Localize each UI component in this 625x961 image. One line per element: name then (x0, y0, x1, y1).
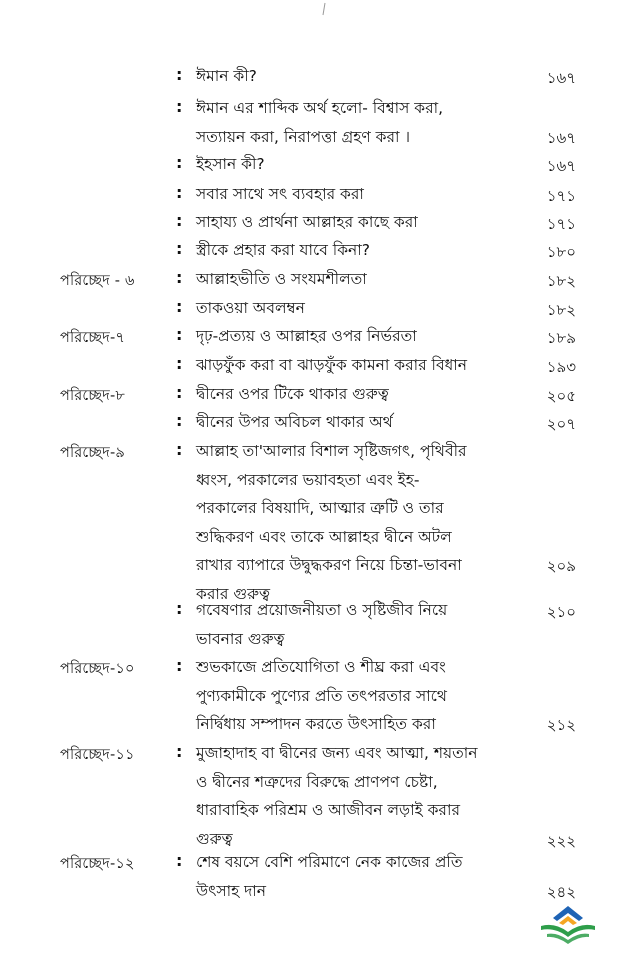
entry-title (196, 596, 502, 653)
page-number: ১৭১ (546, 187, 576, 205)
entry-title (196, 180, 502, 209)
entry-title-line: ঈমান কী? (196, 67, 257, 85)
entry-title (196, 739, 502, 853)
separator-colon: : (176, 742, 183, 761)
entry-title-line: ধারাবাহিক পরিশ্রম ও আজীবন লড়াই করার (196, 801, 460, 819)
entry-title-line: মুজাহাদাহ বা দ্বীনের জন্য এবং আত্মা, শয়তান (196, 744, 478, 762)
separator-colon: : (176, 65, 183, 84)
entry-title (196, 236, 502, 265)
entry-title (196, 94, 502, 151)
entry-title-line: ইহসান কী? (196, 155, 265, 173)
chapter-label: পরিচ্ছেদ - ৬ (60, 273, 135, 289)
entry-title-line: ও দ্বীনের শত্রুদের বিরুদ্ধে প্রাণপণ চেষ্টা, (196, 772, 438, 791)
entry-title-line: দ্বীনের ওপর টিকে থাকার গুরুত্ব (196, 385, 389, 403)
entry-title-line: ঈমান এর শাব্দিক অর্থ হলো- বিশ্বাস করা, (196, 99, 444, 117)
separator-colon: : (176, 851, 183, 870)
book-arch-logo-icon (537, 904, 599, 946)
entry-title (196, 322, 502, 351)
entry-title-line: দ্বীনের উপর অবিচল থাকার অর্থ (196, 413, 393, 431)
entry-title-line: সবার সাথে সৎ ব্যবহার করা (196, 185, 364, 203)
page-number: ২০৫ (546, 387, 576, 405)
entry-title (196, 437, 502, 608)
entry-title-line: শুদ্ধিকরণ এবং তাকে আল্লাহর দ্বীনে অটল (196, 527, 452, 546)
page-number: ১৮৯ (546, 329, 576, 347)
entry-title-line: গুরুত্ব (196, 829, 233, 848)
separator-colon: : (176, 325, 183, 344)
chapter-label: পরিচ্ছেদ-৭ (60, 330, 125, 346)
chapter-label: পরিচ্ছেদ-৮ (60, 388, 125, 404)
entry-title-line: রাখার ব্যাপারে উদ্বুদ্ধকরণ নিয়ে চিন্তা-ভাবনা (196, 556, 462, 574)
entry-title-line: নির্দ্বিধায় সম্পাদন করতে উৎসাহিত করা (196, 715, 436, 733)
entry-title-line: দৃঢ়-প্রত্যয় ও আল্লাহর ওপর নির্ভরতা (196, 327, 417, 345)
entry-title-line: ধ্বংস, পরকালের ভয়াবহতা এবং ইহ- (196, 470, 420, 489)
entry-title (196, 294, 502, 323)
entry-title-line: ঝাড়ফুঁক করা বা ঝাড়ফুঁক কামনা করার বিধান (196, 356, 468, 374)
page-number: ২০৭ (546, 415, 576, 433)
entry-title-line: আল্লাহভীতি ও সংযমশীলতা (196, 270, 367, 288)
page-number: ১৬৭ (546, 157, 576, 175)
entry-title-line: স্ত্রীকে প্রহার করা যাবে কিনা? (196, 241, 371, 259)
chapter-label: পরিচ্ছেদ-১০ (60, 661, 135, 677)
separator-colon: : (176, 411, 183, 430)
separator-colon: : (176, 268, 183, 287)
page-number: ১৭১ (546, 215, 576, 233)
entry-title-line: শেষ বয়সে বেশি পরিমাণে নেক কাজের প্রতি (196, 853, 463, 871)
page-number: ১৯৩ (546, 358, 576, 376)
entry-title-line: পরকালের বিষয়াদি, আত্মার ত্রুটি ও তার (196, 499, 444, 517)
entry-title (196, 848, 502, 905)
chapter-label: পরিচ্ছেদ-৯ (60, 445, 125, 461)
chapter-label: পরিচ্ছেদ-১১ (60, 747, 135, 763)
page-number: ২১০ (546, 603, 576, 621)
entry-title-line: সত্যায়ন করা, নিরাপত্তা গ্রহণ করা । (196, 127, 411, 146)
entry-title (196, 351, 502, 380)
separator-colon: : (176, 239, 183, 258)
page-number: ১৬৭ (546, 129, 576, 147)
separator-colon: : (176, 97, 183, 116)
entry-title-line: তাকওয়া অবলম্বন (196, 299, 305, 317)
separator-colon: : (176, 656, 183, 675)
entry-title (196, 62, 502, 91)
separator-colon: : (176, 297, 183, 316)
page-number: ২০৯ (546, 557, 576, 575)
page-number: ২১২ (546, 716, 576, 734)
entry-title (196, 208, 502, 237)
entry-title (196, 380, 502, 409)
entry-title-line: গবেষণার প্রয়োজনীয়তা ও সৃষ্টিজীব নিয়ে (196, 601, 448, 619)
pen-mark (321, 2, 327, 16)
chapter-label: পরিচ্ছেদ-১২ (60, 856, 135, 872)
separator-colon: : (176, 383, 183, 402)
separator-colon: : (176, 354, 183, 373)
entry-title-line: ভাবনার গুরুত্ব (196, 629, 285, 648)
page-number: ১৮২ (546, 272, 576, 290)
separator-colon: : (176, 599, 183, 618)
entry-title (196, 150, 502, 179)
entry-title (196, 408, 502, 437)
separator-colon: : (176, 183, 183, 202)
entry-title-line: পুণ্যকামীকে পুণ্যের প্রতি তৎপরতার সাথে (196, 686, 447, 705)
entry-title-line: আল্লাহ তা'আলার বিশাল সৃষ্টিজগৎ, পৃথিবীর (196, 442, 467, 460)
page-number: ১৮২ (546, 301, 576, 319)
page-number: ১৮০ (546, 243, 576, 261)
entry-title-line: শুভকাজে প্রতিযোগিতা ও শীঘ্র করা এবং (196, 658, 446, 676)
entry-title (196, 265, 502, 294)
entry-title-line: করার গুরুত্ব (196, 584, 270, 603)
separator-colon: : (176, 153, 183, 172)
separator-colon: : (176, 440, 183, 459)
separator-colon: : (176, 211, 183, 230)
page-number: ২৪২ (546, 883, 576, 901)
page-number: ২২২ (546, 832, 576, 850)
entry-title-line: উৎসাহ দান (196, 881, 267, 900)
entry-title (196, 653, 502, 739)
page-number: ১৬৭ (546, 69, 576, 87)
entry-title-line: সাহায্য ও প্রার্থনা আল্লাহর কাছে করা (196, 213, 418, 231)
